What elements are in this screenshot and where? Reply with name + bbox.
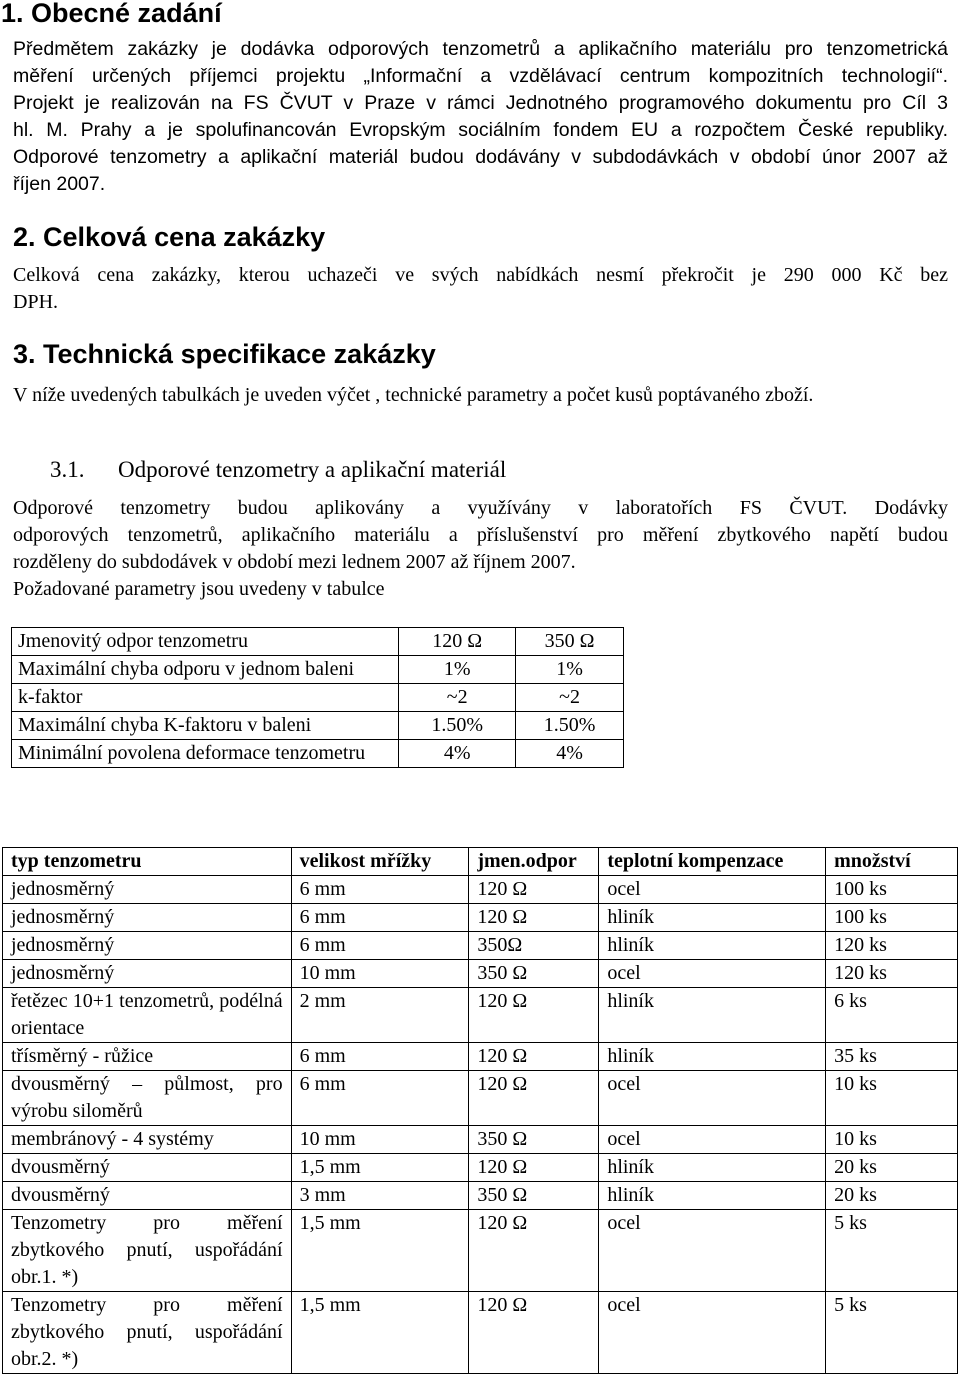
param-value: 1% [516, 656, 624, 684]
table-row [3, 932, 958, 960]
table-cell: 1,5 mm [291, 1154, 469, 1182]
table-cell: 120 Ω [469, 1043, 599, 1071]
param-value: ~2 [516, 684, 624, 712]
paragraph-line: rozděleny do subdodávek v období mezi lednem 2007 až říjnem 2007. [13, 551, 576, 573]
table-cell: 1,5 mm [291, 1210, 469, 1292]
table-row [3, 1043, 958, 1071]
table-cell: hliník [599, 1182, 826, 1210]
table-cell: membránový - 4 systémy [3, 1126, 292, 1154]
table-cell: 120 Ω [469, 1292, 599, 1374]
param-value: 1% [399, 656, 516, 684]
table-cell: 6 mm [291, 904, 469, 932]
table-cell: ocel [599, 1292, 826, 1374]
paragraph-line: Odporové tenzometry a aplikační materiál budou dodávány v subdodávkách v období únor 2007 až [13, 146, 948, 168]
table-row [12, 712, 624, 740]
table-cell: 350 Ω [469, 1126, 599, 1154]
table-cell: třísměrný - růžice [3, 1043, 292, 1071]
table-cell: 5 ks [826, 1292, 958, 1374]
table-cell: 120 ks [826, 932, 958, 960]
table-cell: 3 mm [291, 1182, 469, 1210]
table-cell: 6 mm [291, 932, 469, 960]
table-cell: 35 ks [826, 1043, 958, 1071]
table-cell: 20 ks [826, 1182, 958, 1210]
table-row [12, 656, 624, 684]
column-header: typ tenzometru [3, 848, 292, 876]
param-value: 1.50% [516, 712, 624, 740]
section-2-paragraph [13, 262, 948, 316]
table-row [12, 684, 624, 712]
table-cell: hliník [599, 904, 826, 932]
section-number: 3.1. [50, 457, 85, 482]
param-label: Minimální povolena deformace tenzometru [12, 740, 399, 768]
table-header-row [3, 848, 958, 876]
table-cell: 10 mm [291, 960, 469, 988]
table-cell: jednosměrný [3, 932, 292, 960]
param-label: Maximální chyba odporu v jednom baleni [12, 656, 399, 684]
table-row [3, 904, 958, 932]
table-row [3, 876, 958, 904]
table-row [3, 1126, 958, 1154]
section-3-paragraph [13, 382, 948, 409]
table-cell: ocel [599, 960, 826, 988]
table-cell: hliník [599, 932, 826, 960]
table-cell: 120 Ω [469, 1071, 599, 1126]
table-row [12, 628, 624, 656]
table-cell: jednosměrný [3, 904, 292, 932]
table-cell: 6 mm [291, 876, 469, 904]
column-header: množství [826, 848, 958, 876]
param-label: Jmenovitý odpor tenzometru [12, 628, 399, 656]
table-row [12, 740, 624, 768]
table-cell: 350Ω [469, 932, 599, 960]
table-cell: 10 ks [826, 1126, 958, 1154]
parameters-table [11, 627, 624, 768]
table-cell: 10 ks [826, 1071, 958, 1126]
table-cell: 2 mm [291, 988, 469, 1043]
strain-gauge-table [2, 847, 958, 1374]
paragraph-line: říjen 2007. [13, 173, 106, 195]
table-cell: hliník [599, 1043, 826, 1071]
param-label: k-faktor [12, 684, 399, 712]
paragraph-line: Celková cena zakázky, kterou uchazeči ve svých nabídkách nesmí překročit je 290 000 Kč bez [13, 264, 948, 286]
table-cell: 100 ks [826, 876, 958, 904]
section-3-1-heading [50, 457, 506, 483]
table-cell: 6 mm [291, 1043, 469, 1071]
table-cell: dvousměrný [3, 1182, 292, 1210]
table-cell: řetězec 10+1 tenzometrů, podélná orientace [3, 988, 292, 1043]
table-cell: Tenzometry pro měření zbytkového pnutí, uspořádání obr.2. *) [3, 1292, 292, 1374]
paragraph-line: hl. M. Prahy a je spolufinancován Evropským sociálním fondem EU a rozpočtem České republiky. [13, 119, 948, 141]
paragraph-line: DPH. [13, 291, 59, 313]
table-row [3, 960, 958, 988]
table-cell: 120 ks [826, 960, 958, 988]
table-row [3, 988, 958, 1043]
table-cell: 1,5 mm [291, 1292, 469, 1374]
table-cell: jednosměrný [3, 876, 292, 904]
table-cell: ocel [599, 876, 826, 904]
table-cell: dvousměrný [3, 1154, 292, 1182]
param-value: 4% [516, 740, 624, 768]
table-cell: 20 ks [826, 1154, 958, 1182]
paragraph-line: měření určených příjemci projektu „Informační a vzdělávací centrum kompozitních technologií“. [13, 65, 948, 87]
table-cell: ocel [599, 1126, 826, 1154]
param-value: 350 Ω [516, 628, 624, 656]
table-cell: 120 Ω [469, 904, 599, 932]
paragraph-line: Požadované parametry jsou uvedeny v tabulce [13, 578, 385, 600]
table-cell: Tenzometry pro měření zbytkového pnutí, uspořádání obr.1. *) [3, 1210, 292, 1292]
table-cell: 120 Ω [469, 876, 599, 904]
table-cell: 120 Ω [469, 1154, 599, 1182]
table-cell: 6 mm [291, 1071, 469, 1126]
section-2-heading: 2. Celková cena zakázky [13, 222, 326, 252]
table-cell: ocel [599, 1210, 826, 1292]
table-cell: 350 Ω [469, 1182, 599, 1210]
table-cell: 100 ks [826, 904, 958, 932]
section-1-paragraph [13, 36, 948, 198]
table-body [3, 876, 958, 1374]
column-header: velikost mřížky [291, 848, 469, 876]
section-title: Odporové tenzometry a aplikační materiál [118, 457, 507, 482]
section-3-1-paragraph [13, 495, 948, 603]
table-cell: 350 Ω [469, 960, 599, 988]
table-cell: 120 Ω [469, 988, 599, 1043]
table-cell: 10 mm [291, 1126, 469, 1154]
column-header: teplotní kompenzace [599, 848, 826, 876]
table-cell: 5 ks [826, 1210, 958, 1292]
paragraph-line: odporových tenzometrů, aplikačního materiálu a příslušenství pro měření zbytkového napětí budou [13, 524, 948, 546]
param-value: 4% [399, 740, 516, 768]
paragraph-line: Předmětem zakázky je dodávka odporových tenzometrů a aplikačního materiálu pro tenzometrická [13, 38, 948, 60]
table-cell: hliník [599, 988, 826, 1043]
table-cell: 120 Ω [469, 1210, 599, 1292]
section-3-heading: 3. Technická specifikace zakázky [13, 339, 436, 369]
table-row [3, 1182, 958, 1210]
table-row [3, 1071, 958, 1126]
table-row [3, 1210, 958, 1292]
table-row [3, 1154, 958, 1182]
section-1-heading: 1. Obecné zadání [1, 0, 222, 28]
paragraph-line: Odporové tenzometry budou aplikovány a využívány v laboratořích FS ČVUT. Dodávky [13, 497, 948, 519]
paragraph-line: V níže uvedených tabulkách je uveden výčet , technické parametry a počet kusů poptávaného zboží. [13, 384, 814, 406]
param-value: 1.50% [399, 712, 516, 740]
table-cell: jednosměrný [3, 960, 292, 988]
paragraph-line: Projekt je realizován na FS ČVUT v Praze v rámci Jednotného programového dokumentu pro Cíl 3 [13, 92, 948, 114]
param-label: Maximální chyba K-faktoru v baleni [12, 712, 399, 740]
table-cell: ocel [599, 1071, 826, 1126]
param-value: ~2 [399, 684, 516, 712]
column-header: jmen.odpor [469, 848, 599, 876]
param-value: 120 Ω [399, 628, 516, 656]
table-cell: 6 ks [826, 988, 958, 1043]
table-row [3, 1292, 958, 1374]
table-cell: hliník [599, 1154, 826, 1182]
table-cell: dvousměrný – půlmost, pro výrobu siloměrů [3, 1071, 292, 1126]
